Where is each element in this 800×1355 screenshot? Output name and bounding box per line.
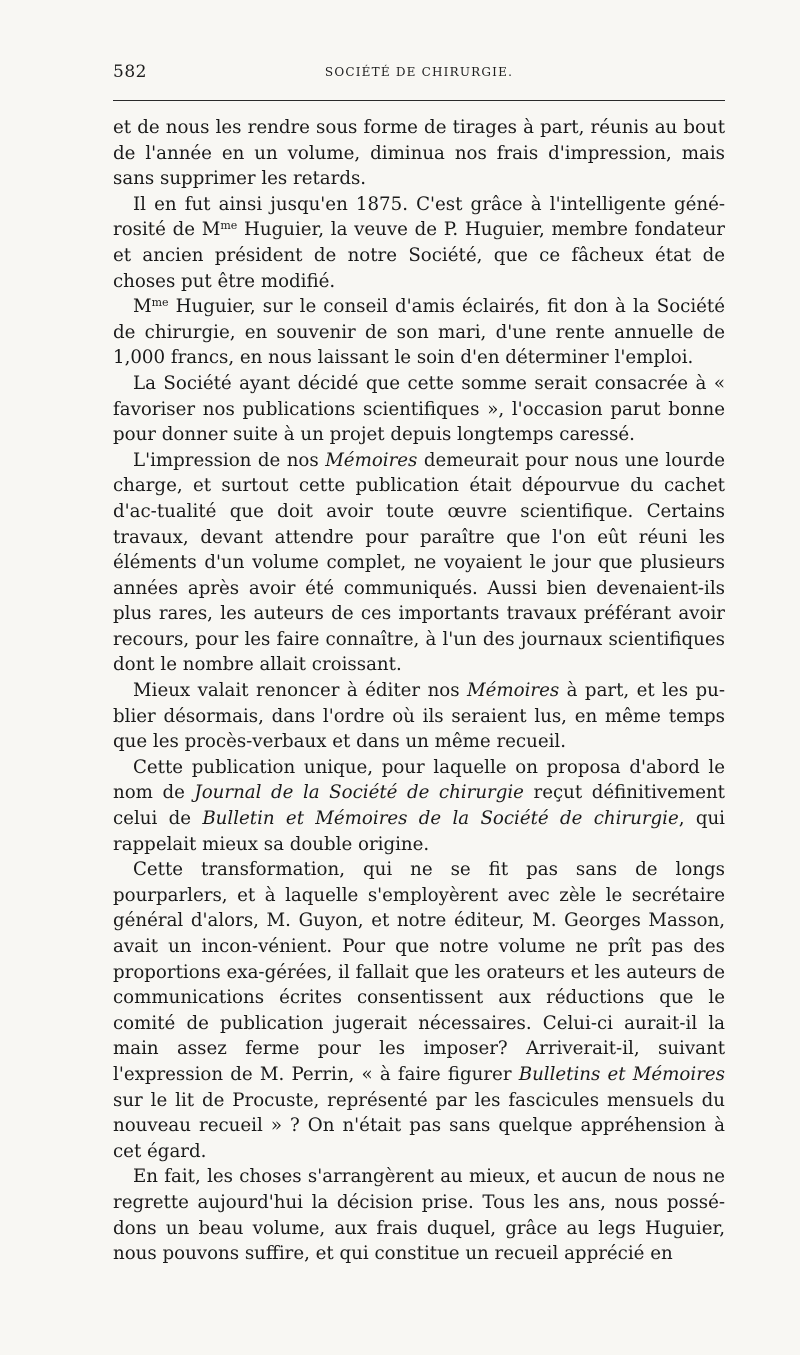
paragraph-2-part-a: Il en fut ainsi jusqu'en 1875. C'est grâce à l'intelligente géné-rosité de M bbox=[113, 193, 725, 241]
paragraph-2-superscript: me bbox=[220, 219, 238, 233]
running-head: SOCIÉTÉ DE CHIRURGIE. bbox=[324, 65, 514, 79]
paragraph-7-part-a: Cette publication unique, pour laquelle on proposa d'abord le nom de bbox=[113, 756, 725, 804]
paragraph-6-part-a: Mieux valait renoncer à éditer nos bbox=[133, 680, 468, 702]
paragraph-7-italic-1: Journal de la Société de chirurgie bbox=[194, 782, 524, 804]
paragraph-8-part-b: sur le lit de Procuste, représenté par les fascicules mensuels du nouveau recueil » ? On n'était pas sans quelque appréhension à cet égard. bbox=[113, 1089, 725, 1162]
paragraph-7-italic-2: Bulletin et Mémoires de la Société de chirurgie bbox=[202, 808, 679, 830]
paragraph-4: La Société ayant décidé que cette somme serait consacrée à « favoriser nos publications scientifiques », l'occasion parut bonne pour donner suite à un projet depuis longtemps caressé. bbox=[113, 372, 725, 446]
paragraph-6 bbox=[113, 678, 725, 755]
paragraph-6-italic: Mémoires bbox=[467, 680, 560, 702]
paragraph-5 bbox=[113, 448, 725, 678]
paragraph-1: et de nous les rendre sous forme de tirages à part, réunis au bout de l'année en un volume, diminua nos frais d'impression, mais sans supprimer les retards. bbox=[113, 117, 725, 190]
paragraph-2 bbox=[113, 192, 725, 294]
paragraph-3-part-a: M bbox=[133, 296, 152, 318]
page-number: 582 bbox=[113, 62, 147, 82]
body-text bbox=[113, 115, 725, 1267]
paragraph-3-part-b: Huguier, sur le conseil d'amis éclairés, fit don à la Société de chirurgie, en souvenir de son mari, d'une rente annuelle de 1,000 francs, en nous laissant le soin d'en déterminer l'emploi. bbox=[113, 296, 725, 369]
paragraph-3-superscript: me bbox=[151, 296, 169, 310]
paragraph-3 bbox=[113, 294, 725, 371]
paragraph-7-part-c: , qui rappelait mieux sa double origine. bbox=[113, 808, 726, 855]
paragraph-8-part-a: Cette transformation, qui ne se fit pas sans de longs pourparlers, et à laquelle s'employèrent avec zèle le secrétaire général d'alors, M. Guyon, et notre éditeur, M. Georges Masson, avait un incon-vénient. Pour que notre volume ne prît pas des proportions exa-gérées, il fallait que les orateurs et les auteurs de communications écrites consentissent aux réductions que le comité de publication jugerait nécessaires. Celui-ci aurait-il la main assez ferme pour les imposer? Arriverait-il, suivant l'expression de M. Perrin, « à faire figurer bbox=[113, 859, 725, 1085]
paragraph-5-part-b: demeurait pour nous une lourde charge, et surtout cette publication était dépourvue du cachet d'ac-tualité que doit avoir toute œuvre scientifique. Certains travaux, devant attendre pour paraître que l'on eût réuni les éléments d'un volume complet, ne voyaient le jour que plusieurs années après avoir été communiqués. Aussi bien devenaient-ils plus rares, les auteurs de ces importants travaux préférant avoir recours, pour les faire connaître, à l'un des journaux scientifiques dont le nombre allait croissant. bbox=[113, 449, 725, 676]
paragraph-6-part-b: à part, et les pu-blier désormais, dans l'ordre où ils seraient lus, en même temps que les procès-verbaux et dans un même recueil. bbox=[113, 680, 725, 753]
page-header bbox=[113, 62, 725, 88]
paragraph-8 bbox=[113, 857, 725, 1164]
paragraph-8-italic: Bulletins et Mémoires bbox=[518, 1063, 725, 1085]
header-rule bbox=[113, 100, 725, 101]
paragraph-5-italic: Mémoires bbox=[325, 449, 418, 471]
paragraph-2-part-b: Huguier, la veuve de P. Huguier, membre fondateur et ancien président de notre Société, que ce fâcheux état de choses put être modifié. bbox=[113, 219, 725, 292]
paragraph-5-part-a: L'impression de nos bbox=[133, 449, 326, 471]
paragraph-7 bbox=[113, 755, 725, 857]
paragraph-9: En fait, les choses s'arrangèrent au mieux, et aucun de nous ne regrette aujourd'hui la décision prise. Tous les ans, nous possé-dons un beau volume, aux frais duquel, grâce au legs Huguier, nous pouvons suffire, et qui constitue un recueil apprécié en bbox=[113, 1166, 725, 1265]
paragraph-7-part-b: reçut définitivement celui de bbox=[113, 782, 725, 830]
